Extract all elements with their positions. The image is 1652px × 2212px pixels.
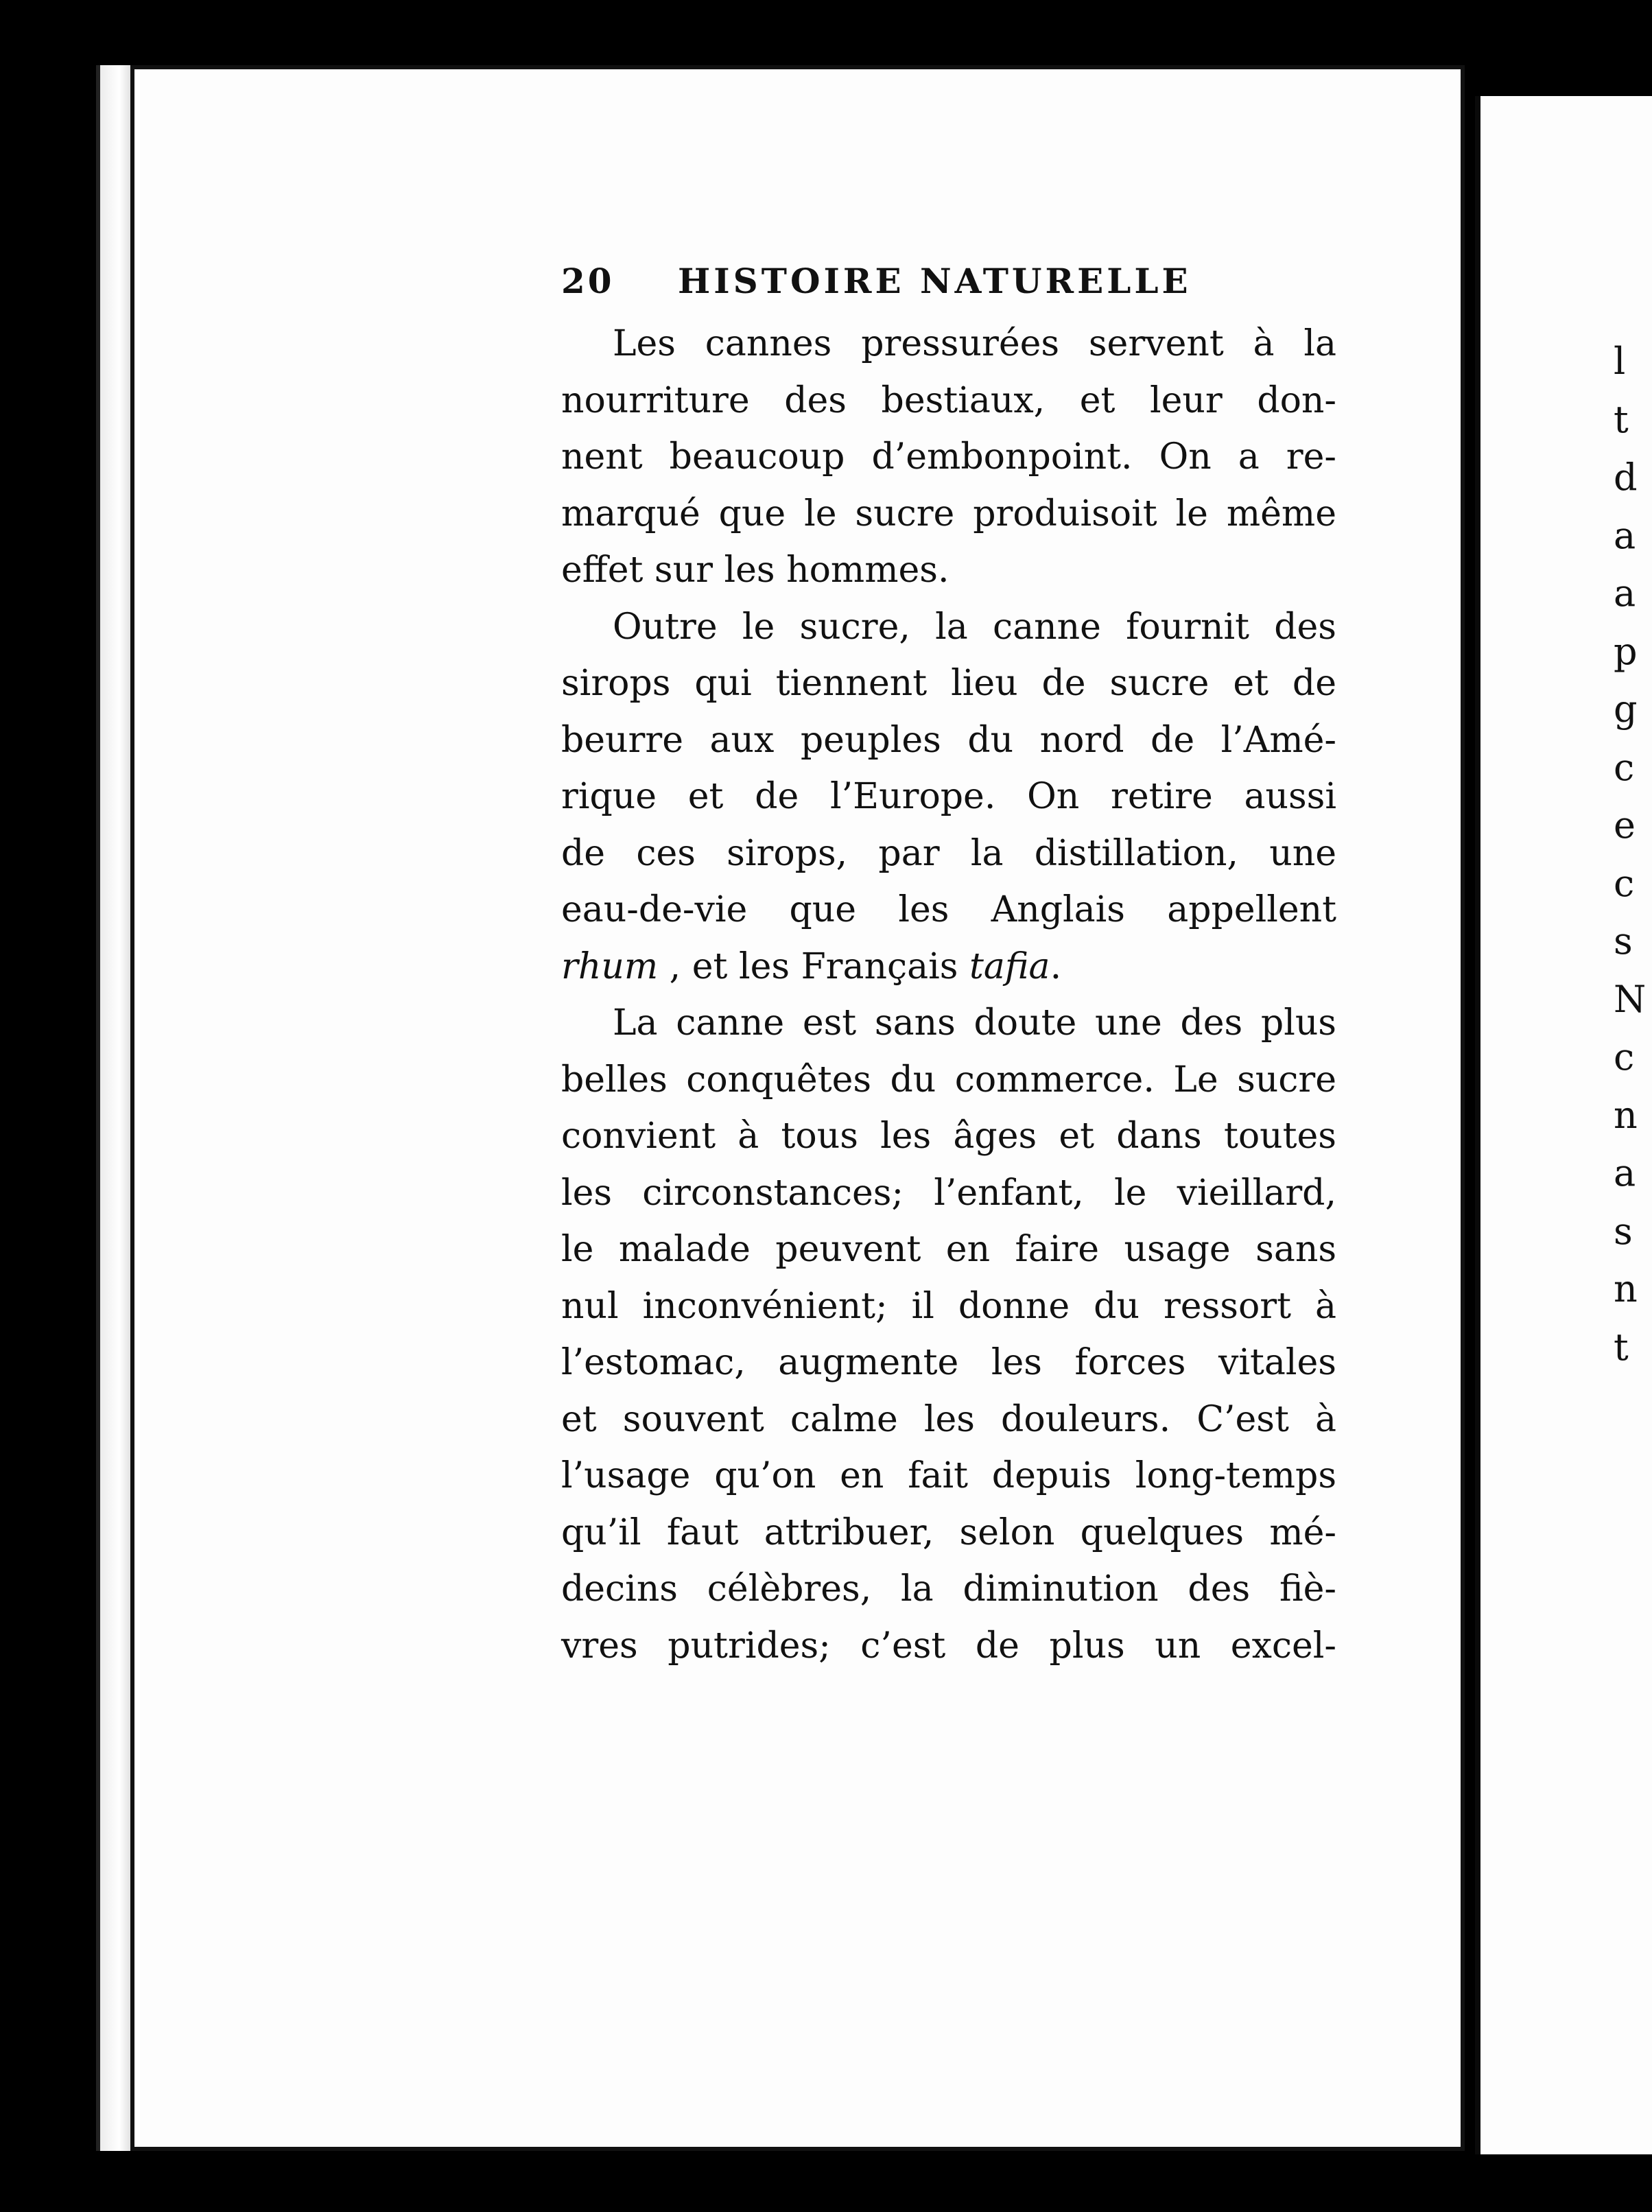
facing-page-letter: e (1614, 803, 1636, 847)
text-line: vres putrides; c’est de plus un excel- (561, 1625, 1336, 1667)
text-line: le malade peuvent en faire usage sans (561, 1229, 1336, 1270)
facing-page-letter: c (1614, 745, 1635, 789)
text-line: marqué que le sucre produisoit le même (561, 493, 1336, 534)
italic-term: rhum (561, 945, 659, 987)
paragraph-1 (561, 316, 1336, 599)
text-line: de ces sirops, par la distillation, une (561, 832, 1336, 874)
text-line: sirops qui tiennent lieu de sucre et de (561, 663, 1336, 704)
facing-page-letter: n (1614, 1093, 1638, 1137)
text-line: effet sur les hommes. (561, 550, 949, 591)
text-line: eau-de-vie que les Anglais appellent (561, 889, 1336, 930)
text-run: . (1050, 945, 1062, 987)
facing-page-letter: n (1614, 1267, 1638, 1310)
text-line: nourriture des bestiaux, et leur don- (561, 379, 1336, 421)
text-line: et souvent calme les douleurs. C’est à (561, 1398, 1336, 1440)
facing-page-letter: a (1614, 572, 1636, 615)
text-line: Outre le sucre, la canne fournit des (613, 606, 1336, 648)
text-line: nent beaucoup d’embonpoint. On a re- (561, 436, 1336, 478)
text-line: belles conquêtes du commerce. Le sucre (561, 1059, 1336, 1101)
text-line: La canne est sans doute une des plus (613, 1002, 1336, 1044)
facing-page-letter: t (1614, 397, 1629, 441)
facing-page-letter: N (1614, 977, 1647, 1021)
facing-page-letter: c (1614, 861, 1635, 905)
text-line: l’usage qu’on en fait depuis long-temps (561, 1455, 1336, 1496)
page-number: 20 (561, 261, 615, 301)
running-head (561, 261, 1336, 309)
facing-page-letter: p (1614, 629, 1638, 673)
facing-page-letter: l (1614, 340, 1626, 383)
facing-page-letter: g (1614, 687, 1638, 731)
facing-page-letter: s (1614, 919, 1633, 963)
text-line: les circonstances; l’enfant, le vieillard, (561, 1172, 1336, 1214)
italic-term: tafia (969, 945, 1050, 987)
text-run: , et les Français (658, 945, 969, 987)
facing-page-letter: d (1614, 456, 1638, 499)
running-title: HISTOIRE NATURELLE (678, 261, 1192, 301)
facing-page-letter: s (1614, 1209, 1633, 1253)
text-line: l’estomac, augmente les forces vitales (561, 1342, 1336, 1383)
text-line: beurre aux peuples du nord de l’Amé- (561, 719, 1336, 761)
text-line: qu’il faut attribuer, selon quelques mé- (561, 1511, 1336, 1553)
text-line: decins célèbres, la diminution des fiè- (561, 1568, 1336, 1610)
paragraph-2 (561, 599, 1336, 996)
facing-page-letter: a (1614, 1151, 1636, 1195)
text-line: Les cannes pressurées servent à la (613, 323, 1336, 364)
text-line: convient à tous les âges et dans toutes (561, 1116, 1336, 1157)
facing-page-letter: c (1614, 1035, 1635, 1079)
text-line-mixed (561, 939, 1336, 996)
text-block (561, 261, 1336, 1674)
facing-page-letter: a (1614, 513, 1636, 557)
paragraph-3 (561, 995, 1336, 1674)
text-line: rique et de l’Europe. On retire aussi (561, 776, 1336, 817)
facing-page-letter: t (1614, 1325, 1629, 1369)
text-line: nul inconvénient; il donne du ressort à (561, 1285, 1336, 1327)
